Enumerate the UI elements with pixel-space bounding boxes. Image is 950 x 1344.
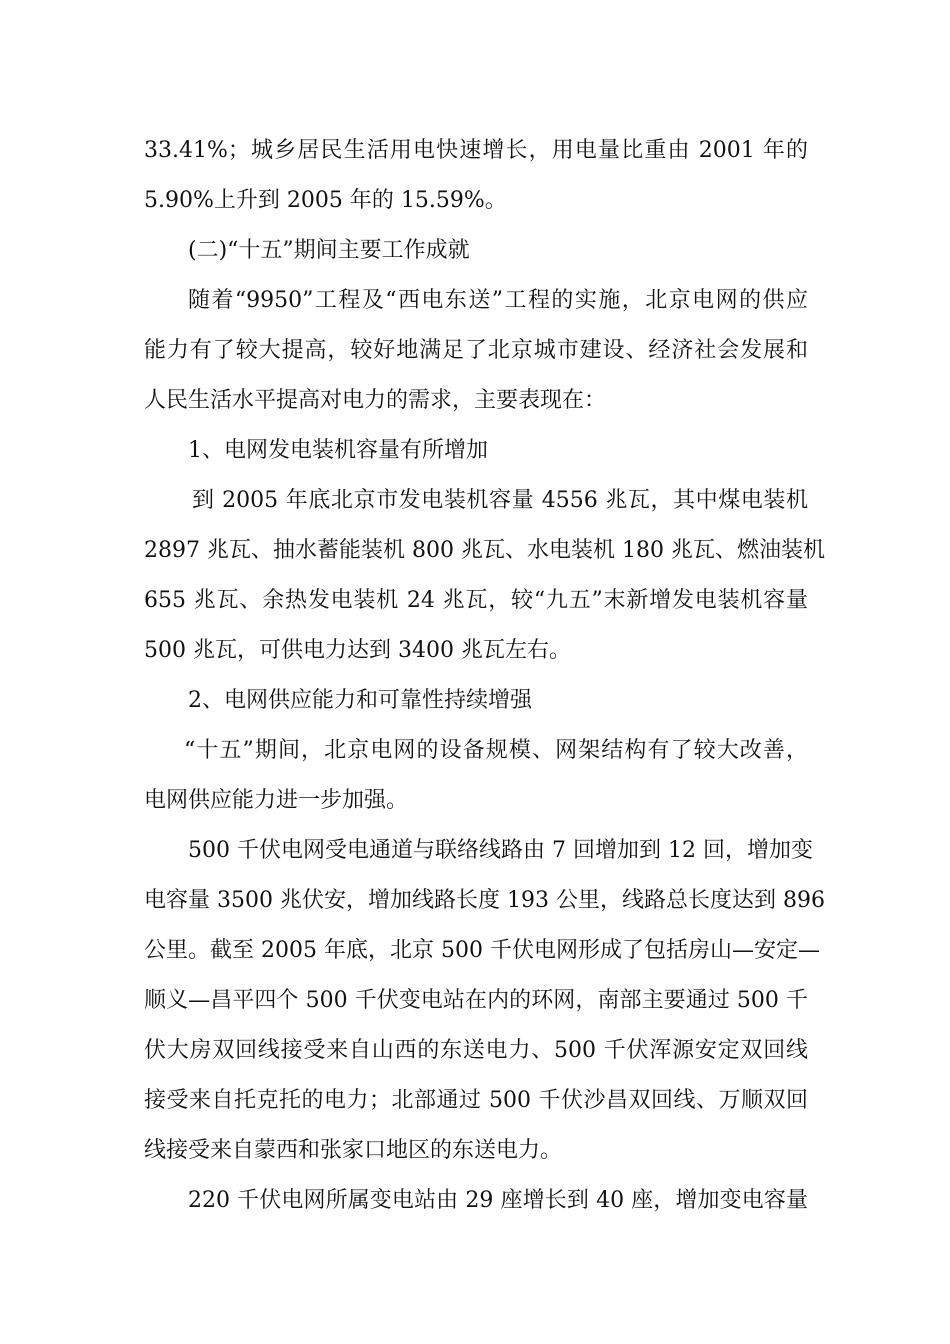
text-line: 公里。截至 2005 年底，北京 500 千伏电网形成了包括房山—安定— bbox=[144, 938, 820, 963]
subsection-heading: 1、电网发电装机容量有所增加 bbox=[188, 438, 488, 463]
text-line: 随着“9950”工程及“西电东送”工程的实施，北京电网的供应 bbox=[188, 288, 808, 313]
text-line: 顺义—昌平四个 500 千伏变电站在内的环网，南部主要通过 500 千 bbox=[144, 988, 808, 1013]
text-line: 2897 兆瓦、抽水蓄能装机 800 兆瓦、水电装机 180 兆瓦、燃油装机 bbox=[144, 538, 825, 563]
text-line: 33.41%；城乡居民生活用电快速增长，用电量比重由 2001 年的 bbox=[144, 138, 808, 163]
text-line: 伏大房双回线接受来自山西的东送电力、500 千伏浑源安定双回线 bbox=[144, 1038, 808, 1063]
subsection-heading: 2、电网供应能力和可靠性持续增强 bbox=[188, 688, 532, 713]
text-line: 线接受来自蒙西和张家口地区的东送电力。 bbox=[144, 1138, 563, 1163]
text-line: “十五”期间，北京电网的设备规模、网架结构有了较大改善， bbox=[184, 738, 808, 763]
text-line: 500 千伏电网受电通道与联络线路由 7 回增加到 12 回，增加变 bbox=[188, 838, 813, 863]
document-body bbox=[144, 126, 825, 1226]
text-line: 能力有了较大提高，较好地满足了北京城市建设、经济社会发展和 bbox=[144, 338, 808, 363]
text-line: 电容量 3500 兆伏安，增加线路长度 193 公里，线路总长度达到 896 bbox=[144, 888, 825, 913]
text-line: 655 兆瓦、余热发电装机 24 兆瓦，较“九五”末新增发电装机容量 bbox=[144, 588, 808, 613]
text-line: 接受来自托克托的电力；北部通过 500 千伏沙昌双回线、万顺双回 bbox=[144, 1088, 808, 1113]
section-heading: (二)“十五”期间主要工作成就 bbox=[188, 238, 470, 263]
text-line: 500 兆瓦，可供电力达到 3400 兆瓦左右。 bbox=[144, 638, 571, 663]
text-line: 到 2005 年底北京市发电装机容量 4556 兆瓦，其中煤电装机 bbox=[192, 488, 808, 513]
text-line: 5.90%上升到 2005 年的 15.59%。 bbox=[144, 188, 507, 213]
text-line: 电网供应能力进一步加强。 bbox=[144, 788, 409, 813]
text-line: 220 千伏电网所属变电站由 29 座增长到 40 座，增加变电容量 bbox=[188, 1188, 808, 1213]
text-line: 人民生活水平提高对电力的需求，主要表现在： bbox=[144, 388, 607, 413]
